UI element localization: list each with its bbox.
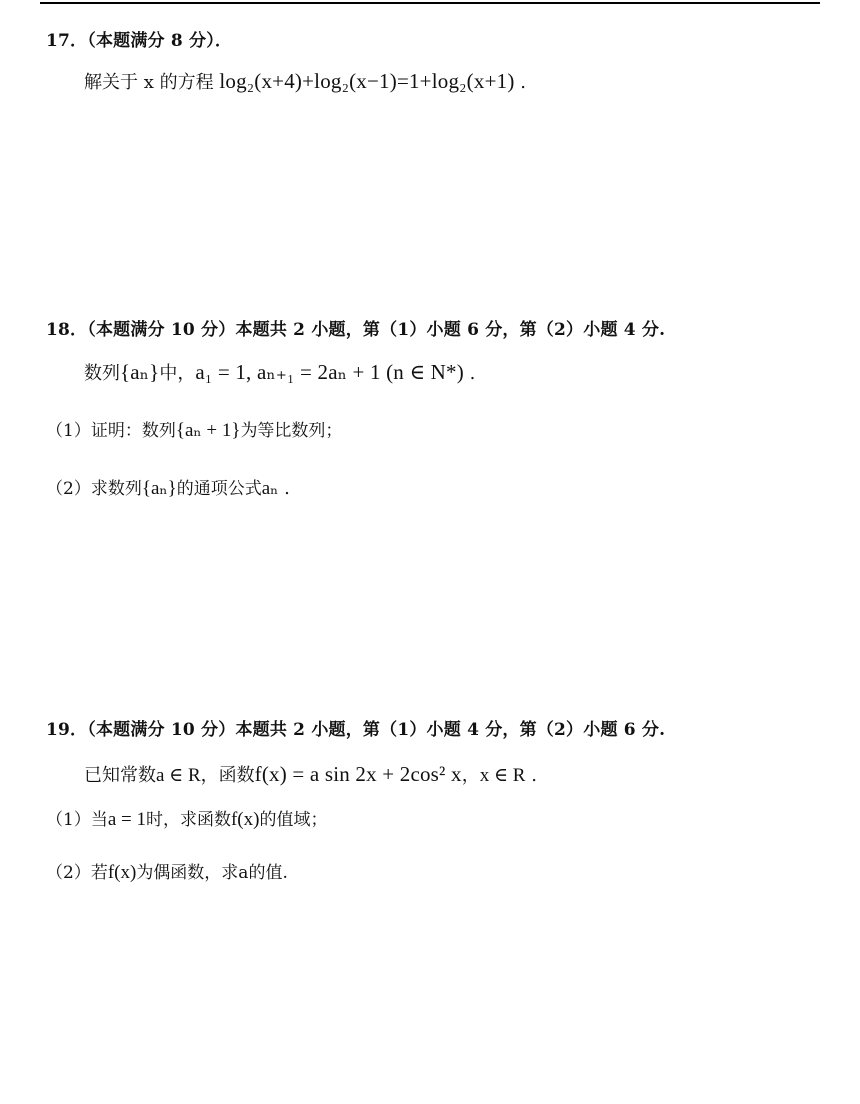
problem-19-part-1-math: a = 1	[107, 809, 146, 830]
problem-19-domain: x ∈ R	[479, 765, 526, 786]
problem-18-part-2-middle: 的通项公式	[176, 479, 262, 499]
problem-19-part-2	[46, 858, 288, 884]
problem-17-statement	[84, 68, 526, 94]
problem-18-part-2-term: aₙ	[261, 478, 279, 499]
problem-19-part-1-suffix: 的值域；	[259, 810, 328, 830]
problem-17-suffix: .	[514, 72, 526, 93]
problem-19-part-1	[46, 805, 327, 831]
problem-18-heading: 18．（本题满分 10 分）本题共 2 小题，第（1）小题 6 分，第（2）小题 4 分.	[46, 320, 666, 340]
problem-18-statement	[84, 359, 475, 385]
problem-18-part-2	[46, 474, 290, 500]
problem-18-part-2-label: （2）求数列	[46, 479, 142, 499]
problem-18-middle: 中，	[159, 363, 196, 384]
problem-19-part-1-middle: 时，求函数	[145, 810, 231, 830]
problem-19-statement	[84, 761, 537, 787]
problem-19-middle-2: ，	[461, 765, 480, 786]
problem-19-function: f(x) = a sin 2x + 2cos² x	[254, 762, 462, 786]
problem-18-sequence: {aₙ}	[120, 360, 160, 384]
problem-18-part-1-label: （1）证明：数列	[46, 421, 176, 441]
problem-18-prefix: 数列	[84, 363, 120, 384]
problem-19-heading: 19．（本题满分 10 分）本题共 2 小题，第（1）小题 4 分，第（2）小题 6 分.	[46, 720, 666, 740]
problem-19-part-2-suffix: 为偶函数，求a的值.	[136, 863, 288, 883]
problem-18-part-1-math: {aₙ + 1}	[175, 420, 241, 441]
problem-18-part-1-suffix: 为等比数列；	[240, 421, 343, 441]
problem-19-part-2-function: f(x)	[107, 862, 137, 883]
problem-18-part-2-suffix: .	[278, 478, 290, 499]
problem-18-suffix: .	[463, 363, 476, 384]
problem-19-prefix: 已知常数	[84, 765, 156, 786]
problem-19-constant: a ∈ R	[156, 765, 201, 786]
top-rule	[40, 2, 820, 4]
problem-19-part-1-function: f(x)	[230, 809, 260, 830]
problem-19-middle: ，函数	[200, 765, 255, 786]
problem-18-recurrence: a₁ = 1, aₙ₊₁ = 2aₙ + 1 (n ∈ N*)	[195, 360, 464, 384]
problem-19-suffix: .	[525, 765, 537, 786]
problem-17-prefix: 解关于 x 的方程	[84, 72, 220, 93]
problem-17-heading: 17．（本题满分 8 分）．	[46, 31, 233, 51]
problem-17-equation: log₂(x+4)+log₂(x−1)=1+log₂(x+1)	[219, 69, 515, 93]
problem-18-part-2-sequence: {aₙ}	[141, 478, 177, 499]
problem-18-part-1	[46, 416, 342, 442]
problem-19-part-1-label: （1）当	[46, 810, 108, 830]
problem-19-part-2-label: （2）若	[46, 863, 108, 883]
